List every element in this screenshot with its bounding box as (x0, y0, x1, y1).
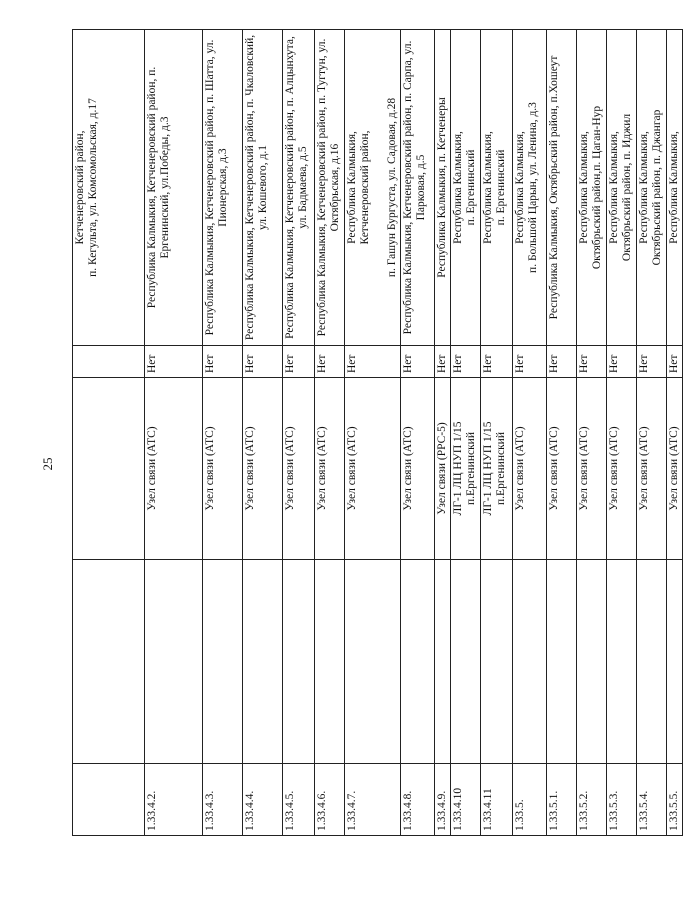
flag-cell: Нет (315, 346, 345, 378)
table-row (481, 30, 513, 836)
row-number-cell: 1.33.4.9. (434, 764, 450, 836)
row-number-cell: 1.33.5.3. (607, 764, 637, 836)
row-number-cell: 1.33.5.2. (577, 764, 607, 836)
table-row (203, 30, 243, 836)
object-cell: Узел связи (АТС) (513, 378, 547, 560)
object-cell: Узел связи (АТС) (400, 378, 434, 560)
flag-cell: Нет (345, 346, 401, 378)
flag-cell: Нет (481, 346, 513, 378)
table-row (315, 30, 345, 836)
row-number-cell: 1.33.4.5. (283, 764, 315, 836)
flag-cell: Нет (577, 346, 607, 378)
row-number-cell: 1.33.5.1. (547, 764, 577, 836)
row-number-cell: 1.33.4.10 (451, 764, 481, 836)
object-cell: ЛГ-1 ЛЦ НУП 1/15 п.Ергенинский (451, 378, 481, 560)
empty-cell (667, 560, 683, 764)
object-cell: Узел связи (АТС) (315, 378, 345, 560)
address-cell: Республика Калмыкия, Октябрьский район,п. Цаган-Нур (577, 30, 607, 346)
row-number-cell: 1.33.4.7. (345, 764, 401, 836)
address-cell: Республика Калмыкия, Кетченеровский район, п. Тугтун, ул. Октябрьская, д.16 (315, 30, 345, 346)
table-row (607, 30, 637, 836)
row-number-cell: 1.33.4.6. (315, 764, 345, 836)
empty-cell (481, 560, 513, 764)
address-cell: Республика Калмыкия, Кетченеровский район, п. Чкаловский, ул. Кошевого, д.1 (243, 30, 283, 346)
row-number-cell: 1.33.5.4. (637, 764, 667, 836)
table-row (283, 30, 315, 836)
table-row (547, 30, 577, 836)
object-cell: Узел связи (АТС) (203, 378, 243, 560)
empty-cell (513, 560, 547, 764)
flag-cell: Нет (400, 346, 434, 378)
table-row (513, 30, 547, 836)
empty-cell (400, 560, 434, 764)
table-body (73, 30, 683, 836)
empty-cell (243, 560, 283, 764)
flag-cell: Нет (637, 346, 667, 378)
flag-cell: Нет (243, 346, 283, 378)
table-row (400, 30, 434, 836)
address-cell: Республика Калмыкия, Октябрьский район, п. Джангар (637, 30, 667, 346)
communication-nodes-table (72, 29, 683, 836)
flag-cell: Нет (203, 346, 243, 378)
row-number-cell: 1.33.5. (513, 764, 547, 836)
empty-cell (607, 560, 637, 764)
empty-cell (434, 560, 450, 764)
row-number-cell: 1.33.4.2. (145, 764, 203, 836)
address-cell: Республика Калмыкия, Кетченеровский район, п. Шатта, ул. Пионерская, д.3 (203, 30, 243, 346)
table-row (345, 30, 401, 836)
object-cell (73, 378, 145, 560)
row-number-cell: 1.33.5.5. (667, 764, 683, 836)
empty-cell (145, 560, 203, 764)
address-cell: Республика Калмыкия, Кетченеровский район, п. Алцынхута, ул. Бадмаева, д.5 (283, 30, 315, 346)
table-row (637, 30, 667, 836)
address-cell: Республика Калмыкия, п. Ергенинский (481, 30, 513, 346)
flag-cell: Нет (513, 346, 547, 378)
address-cell: Республика Калмыкия, п. Большой Царын, ул. Ленина, д.3 (513, 30, 547, 346)
page-number: 25 (40, 457, 55, 471)
flag-cell: Нет (145, 346, 203, 378)
address-cell: Республика Калмыкия, Кетченеровский район, п. Гашун Бургуста, ул. Садовая, д.28 (345, 30, 401, 346)
address-cell: Кетченеровский район, п. Кегульта, ул. Комсомольская, д.17 (73, 30, 145, 346)
object-cell: ЛГ-1 ЛЦ НУП 1/15 п.Ергенинский (481, 378, 513, 560)
flag-cell: Нет (434, 346, 450, 378)
address-cell: Республика Калмыкия, Октябрьский район, п. Иджил (607, 30, 637, 346)
address-cell: Республика Калмыкия, Октябрьский район, п.Хошеут (547, 30, 577, 346)
table-row (667, 30, 683, 836)
object-cell: Узел связи (АТС) (243, 378, 283, 560)
empty-cell (345, 560, 401, 764)
row-number-cell: 1.33.4.11 (481, 764, 513, 836)
address-cell: Республика Калмыкия, Кетченеровский район, п. Ергенинский, ул.Победы, д.3 (145, 30, 203, 346)
flag-cell: Нет (547, 346, 577, 378)
flag-cell (73, 346, 145, 378)
table-row (577, 30, 607, 836)
table-row (451, 30, 481, 836)
empty-cell (203, 560, 243, 764)
table-row (434, 30, 450, 836)
table-row (73, 30, 145, 836)
address-cell: Республика Калмыкия, п. Кетченеры (434, 30, 450, 346)
flag-cell: Нет (451, 346, 481, 378)
flag-cell: Нет (607, 346, 637, 378)
address-cell: Республика Калмыкия, Кетченеровский район, п. Сарпа, ул. Парковая, д.5 (400, 30, 434, 346)
row-number-cell (73, 764, 145, 836)
address-cell: Республика Калмыкия, (667, 30, 683, 346)
address-cell: Республика Калмыкия, п. Ергенинский (451, 30, 481, 346)
table-row (145, 30, 203, 836)
flag-cell: Нет (283, 346, 315, 378)
empty-cell (73, 560, 145, 764)
empty-cell (547, 560, 577, 764)
row-number-cell: 1.33.4.3. (203, 764, 243, 836)
empty-cell (577, 560, 607, 764)
row-number-cell: 1.33.4.8. (400, 764, 434, 836)
empty-cell (637, 560, 667, 764)
object-cell: Узел связи (АТС) (637, 378, 667, 560)
table-row (243, 30, 283, 836)
flag-cell: Нет (667, 346, 683, 378)
object-cell: Узел связи (АТС) (577, 378, 607, 560)
object-cell: Узел связи (АТС) (345, 378, 401, 560)
object-cell: Узел связи (АТС) (607, 378, 637, 560)
object-cell: Узел связи (РРС-5) (434, 378, 450, 560)
object-cell: Узел связи (АТС) (283, 378, 315, 560)
empty-cell (283, 560, 315, 764)
object-cell: Узел связи (АТС) (547, 378, 577, 560)
empty-cell (315, 560, 345, 764)
empty-cell (451, 560, 481, 764)
row-number-cell: 1.33.4.4. (243, 764, 283, 836)
object-cell: Узел связи (АТС) (667, 378, 683, 560)
rotated-table-container (72, 30, 681, 836)
object-cell: Узел связи (АТС) (145, 378, 203, 560)
